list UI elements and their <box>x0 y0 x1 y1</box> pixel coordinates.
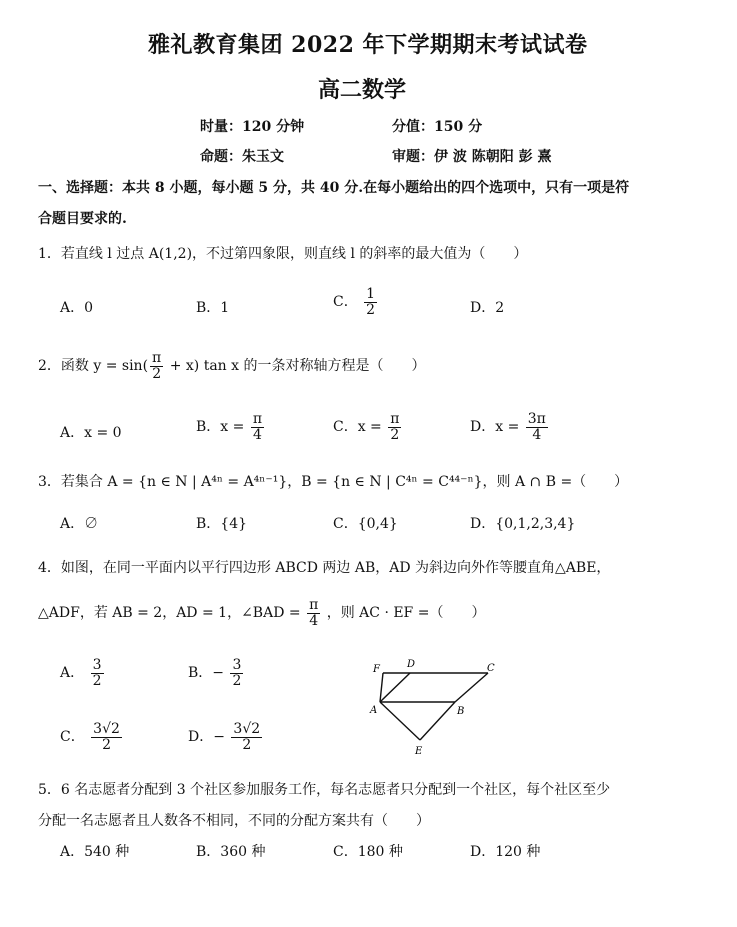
q4-option-d-fraction <box>231 722 262 752</box>
q4-line2-suffix: ，则 AC · EF =（ ） <box>326 605 486 622</box>
q1-option-b: B．1 <box>196 300 230 316</box>
question-4-line1: 4．如图，在同一平面内以平行四边形 ABCD 两边 AB，AD 为斜边向外作等腰直角△ABE， <box>38 560 611 576</box>
section-heading-line1: 一、选择题：本共 8 小题，每小题 5 分，共 40 分.在每小题给出的四个选项中，只有一项是符 <box>38 180 630 196</box>
fraction-denominator: 2 <box>92 672 102 689</box>
q2-option-c-label: C．x = <box>333 419 382 436</box>
label-f: F <box>373 664 380 675</box>
fraction-numerator: 3√2 <box>93 721 120 737</box>
q2-option-c <box>333 412 403 442</box>
question-3-text: 3．若集合 A = {n ∈ N | A⁴ⁿ = A⁴ⁿ⁻¹}，B = {n ∈ N | C⁴ⁿ = C⁴⁴⁻ⁿ}，则 A ∩ B =（ ） <box>38 474 629 490</box>
score-label: 分值：150 分 <box>392 119 483 135</box>
fraction-denominator: 2 <box>366 301 376 318</box>
q2-option-d-fraction <box>526 412 548 442</box>
label-b: B <box>457 706 465 717</box>
question-5-line2: 分配一名志愿者且人数各不相同，不同的分配方案共有（ ） <box>38 813 430 829</box>
q2-suffix: + x) tan x 的一条对称轴方程是（ ） <box>165 358 426 375</box>
fraction-numerator: π <box>309 597 319 613</box>
q4-option-b-fraction <box>230 658 243 688</box>
q2-pi-over-2 <box>150 351 163 381</box>
fraction-denominator: 2 <box>232 672 242 689</box>
segment-eb <box>420 702 455 740</box>
label-c: C <box>487 663 495 674</box>
q4-option-d <box>188 722 264 752</box>
segment-ae <box>380 702 420 740</box>
fraction-denominator: 2 <box>242 736 252 753</box>
q4-option-c-label: C． <box>60 729 85 746</box>
q2-option-d-label: D．x = <box>470 419 520 436</box>
fraction-denominator: 4 <box>532 426 542 443</box>
exam-title: 雅礼教育集团 2022 年下学期期末考试试卷 <box>148 32 588 58</box>
q1-option-c-label: C． <box>333 294 358 311</box>
q1-option-a: A．0 <box>60 300 94 316</box>
question-5-line1: 5．6 名志愿者分配到 3 个社区参加服务工作，每名志愿者只分配到一个社区，每个社区至少 <box>38 782 611 798</box>
q4-option-c-fraction <box>91 722 122 752</box>
q3-option-d: D．{0,1,2,3,4} <box>470 516 576 532</box>
fraction-denominator: 4 <box>309 612 319 629</box>
label-a: A <box>370 705 378 716</box>
q4-angle-fraction <box>307 598 320 628</box>
q2-prefix: 2．函数 y = sin( <box>38 358 149 375</box>
fraction-numerator: 3 <box>92 657 102 673</box>
q5-option-a: A．540 种 <box>60 844 130 860</box>
fraction-denominator: 2 <box>390 426 400 443</box>
fraction-numerator: 3√2 <box>233 721 261 737</box>
segment-ad <box>380 673 410 702</box>
q2-option-b-fraction <box>251 412 264 442</box>
segment-bc <box>455 673 488 702</box>
q1-option-d: D．2 <box>470 300 505 316</box>
label-e: E <box>415 746 423 757</box>
fraction-numerator: 3 <box>232 657 242 673</box>
q4-option-b <box>188 658 245 688</box>
q5-option-c: C．180 种 <box>333 844 403 860</box>
q4-line2-prefix: △ADF，若 AB = 2，AD = 1，∠BAD = <box>38 605 301 622</box>
author-label: 命题：朱玉文 <box>200 149 284 165</box>
q3-option-c: C．{0,4} <box>333 516 398 532</box>
section-heading-line2: 合题目要求的. <box>38 211 127 227</box>
fraction-numerator: 1 <box>366 286 376 302</box>
q5-option-d: D．120 种 <box>470 844 541 860</box>
q3-option-a: A．∅ <box>60 516 99 532</box>
q4-option-a-fraction <box>91 658 104 688</box>
label-d: D <box>407 659 416 670</box>
q1-option-c <box>333 287 379 317</box>
time-label: 时量：120 分钟 <box>200 119 305 135</box>
fraction-denominator: 2 <box>102 736 111 753</box>
q2-option-b-label: B．x = <box>196 419 245 436</box>
q2-option-b <box>196 412 266 442</box>
fraction-numerator: π <box>152 350 162 366</box>
q4-option-a <box>60 658 106 688</box>
q4-option-a-label: A． <box>60 665 85 682</box>
question-4-line2 <box>38 598 485 628</box>
fraction-denominator: 4 <box>252 426 262 443</box>
q1-option-c-fraction <box>364 287 377 317</box>
q4-option-d-label: D．− <box>188 729 225 746</box>
q5-option-b: B．360 种 <box>196 844 266 860</box>
fraction-numerator: π <box>390 411 400 427</box>
q2-option-a: A．x = 0 <box>60 425 122 441</box>
fraction-denominator: 2 <box>152 365 162 382</box>
question-1-text: 1．若直线 l 过点 A(1,2)，不过第四象限，则直线 l 的斜率的最大值为（ ） <box>38 246 528 262</box>
exam-subtitle: 高二数学 <box>318 77 407 103</box>
q4-option-b-label: B．− <box>188 665 225 682</box>
q2-option-d <box>470 412 550 442</box>
q4-option-c <box>60 722 124 752</box>
fraction-numerator: 3π <box>527 411 546 427</box>
q2-option-c-fraction <box>388 412 401 442</box>
fraction-numerator: π <box>252 411 263 427</box>
parallelogram-figure <box>365 655 505 760</box>
question-2-text <box>38 351 425 381</box>
reviewer-label: 审题：伊 波 陈朝阳 彭 熹 <box>392 149 552 165</box>
q3-option-b: B．{4} <box>196 516 248 532</box>
segment-fa <box>380 673 383 702</box>
